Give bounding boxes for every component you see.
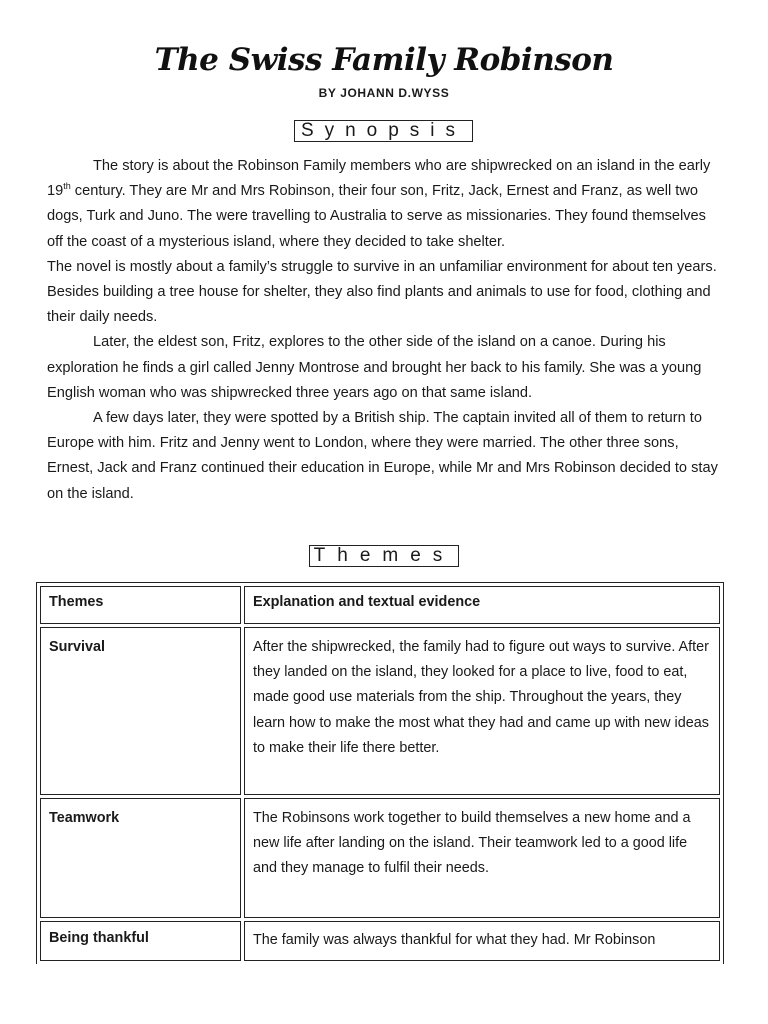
synopsis-paragraph-3: Later, the eldest son, Fritz, explores to the other side of the island on a canoe. During his exploration he finds a girl called Jenny Montrose and brought her back to his family. She was a young English woman who was shipwrecked three years ago on that same island. xyxy=(47,334,702,401)
table-row xyxy=(40,627,720,795)
theme-explanation: The Robinsons work together to build themselves a new home and a new life after landing on the island. Their teamwork led to a good life and they manage to fulfil their needs. xyxy=(253,810,691,877)
explanation-cell xyxy=(244,921,720,961)
theme-explanation: The family was always thankful for what they had. Mr Robinson xyxy=(253,932,656,948)
synopsis-paragraph-1 xyxy=(47,154,723,255)
themes-table xyxy=(36,582,724,964)
theme-name: Teamwork xyxy=(49,810,120,826)
themes-heading: Themes xyxy=(309,545,459,567)
explanation-cell xyxy=(244,627,720,795)
theme-cell xyxy=(40,798,241,918)
theme-cell xyxy=(40,921,241,961)
theme-name: Being thankful xyxy=(49,930,149,946)
theme-cell xyxy=(40,627,241,795)
theme-name: Survival xyxy=(49,639,105,655)
synopsis-heading: Synopsis xyxy=(294,120,473,142)
ordinal-suffix: th xyxy=(63,181,71,192)
table-row xyxy=(40,921,720,961)
column-header-themes: Themes xyxy=(40,586,241,624)
synopsis-paragraph-1-text-continued: century. They are Mr and Mrs Robinson, their four son, Fritz, Jack, Ernest and Franz, as well two dogs, Turk and Juno. The were travelling to Australia to serve as missionaries. They found themselves off the coast of a mysterious island, where they decided to take shelter. xyxy=(47,183,706,250)
table-row xyxy=(40,798,720,918)
table-header-row xyxy=(40,586,720,624)
document-title: The Swiss Family Robinson xyxy=(154,42,614,78)
synopsis-paragraph-2: The novel is mostly about a family’s struggle to survive in an unfamiliar environment for about ten years. Besides building a tree house for shelter, they also find plants and animals to use for food, clothing and their daily needs. xyxy=(47,258,717,326)
column-header-explanation: Explanation and textual evidence xyxy=(244,586,720,624)
synopsis-paragraph-4: A few days later, they were spotted by a British ship. The captain invited all of them to return to Europe with him. Fritz and Jenny went to London, where they were married. The other three sons, Ernest, Jack and Franz continued their education in Europe, while Mr and Mrs Robinson decided to stay on the island. xyxy=(47,410,718,502)
synopsis-paragraph-1-text: The story is about the Robinson Family members who are shipwrecked on an island in the early 19 xyxy=(47,158,711,200)
synopsis-section xyxy=(47,154,723,507)
explanation-cell xyxy=(244,798,720,918)
theme-explanation: After the shipwrecked, the family had to figure out ways to survive. After they landed on the island, they looked for a place to live, food to eat, made good use materials from the ship. Throughout the years, they learn how to make the most what they had and came up with new ideas to make their life there better. xyxy=(253,639,709,756)
author-byline: BY JOHANN D.WYSS xyxy=(318,86,450,100)
